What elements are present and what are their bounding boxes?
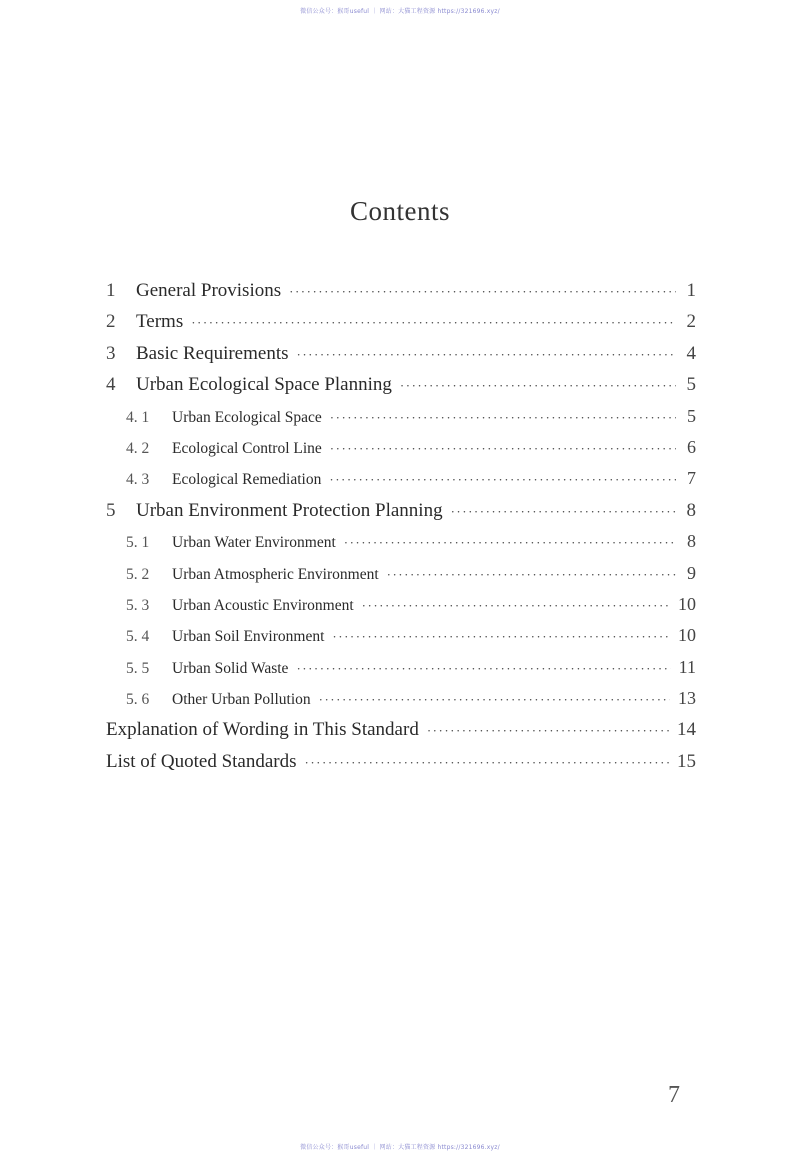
- toc-entry-page: 13: [678, 688, 696, 709]
- toc-entry-number: 5. 4: [126, 628, 150, 646]
- toc-entry-explanation-of-wording[interactable]: [106, 719, 696, 750]
- table-of-contents: [106, 280, 696, 782]
- toc-dot-leader: [297, 347, 677, 363]
- toc-entry-number: 4. 3: [126, 471, 150, 489]
- toc-entry-number: 4. 1: [126, 408, 150, 426]
- toc-entry-ecological-control-line[interactable]: [106, 437, 696, 468]
- toc-dot-leader: [362, 598, 670, 614]
- toc-entry-urban-atmospheric-environment[interactable]: [106, 563, 696, 594]
- toc-entry-label: General Provisions: [136, 280, 282, 301]
- toc-entry-page: 1: [686, 280, 696, 301]
- toc-entry-page: 8: [686, 499, 696, 521]
- toc-entry-urban-water-environment[interactable]: [106, 531, 696, 562]
- toc-dot-leader: [329, 472, 676, 488]
- toc-entry-label: Urban Atmospheric Environment: [172, 565, 379, 583]
- toc-entry-label: Urban Acoustic Environment: [172, 596, 354, 614]
- toc-dot-leader: [330, 441, 676, 457]
- toc-entry-page: 6: [687, 436, 696, 457]
- toc-entry-page: 4: [686, 342, 696, 364]
- toc-dot-leader: [289, 284, 676, 300]
- toc-dot-leader: [332, 629, 670, 645]
- toc-entry-page: 10: [678, 625, 696, 646]
- toc-entry-number: 5: [106, 499, 116, 521]
- toc-entry-page: 14: [677, 719, 696, 741]
- toc-entry-basic-requirements[interactable]: [106, 343, 696, 374]
- toc-entry-label: Ecological Control Line: [172, 439, 322, 457]
- toc-entry-general-provisions[interactable]: [106, 280, 696, 311]
- toc-entry-page: 5: [686, 374, 696, 396]
- toc-entry-urban-soil-environment[interactable]: [106, 625, 696, 656]
- toc-entry-label: Urban Environment Protection Planning: [136, 499, 443, 521]
- toc-dot-leader: [400, 378, 676, 394]
- toc-entry-number: 3: [106, 342, 116, 364]
- toc-dot-leader: [344, 535, 676, 551]
- toc-entry-label: Urban Ecological Space Planning: [136, 374, 392, 396]
- toc-entry-other-urban-pollution[interactable]: [106, 688, 696, 719]
- toc-entry-label: Basic Requirements: [136, 342, 289, 364]
- toc-dot-leader: [330, 410, 676, 426]
- watermark-bottom: 微信公众号：猴哥useful ｜ 网站：大猫工程资源 https://321696.xyz/: [300, 1144, 500, 1151]
- toc-dot-leader: [296, 661, 670, 677]
- toc-entry-urban-solid-waste[interactable]: [106, 657, 696, 688]
- toc-entry-page: 8: [687, 531, 696, 552]
- toc-entry-label: Terms: [136, 311, 184, 333]
- toc-entry-number: 5. 3: [126, 596, 150, 614]
- toc-dot-leader: [451, 504, 676, 520]
- watermark-top: 微信公众号：猴哥useful ｜ 网站：大猫工程资源 https://321696.xyz/: [300, 8, 500, 15]
- toc-entry-label: List of Quoted Standards: [106, 750, 297, 772]
- toc-entry-page: 11: [678, 656, 696, 677]
- toc-entry-page: 10: [678, 593, 696, 614]
- toc-dot-leader: [427, 723, 669, 739]
- toc-entry-page: 7: [687, 468, 696, 489]
- toc-entry-label: Urban Ecological Space: [172, 408, 322, 426]
- toc-entry-list-of-quoted-standards[interactable]: [106, 751, 696, 782]
- toc-entry-label: Explanation of Wording in This Standard: [106, 719, 419, 741]
- toc-entry-number: 5. 2: [126, 565, 150, 583]
- toc-entry-urban-environment-protection-planning[interactable]: [106, 500, 696, 531]
- toc-entry-number: 5. 5: [126, 659, 150, 677]
- toc-entry-label: Ecological Remediation: [172, 471, 322, 489]
- toc-entry-page: 5: [687, 405, 696, 426]
- toc-entry-urban-ecological-space[interactable]: [106, 406, 696, 437]
- toc-dot-leader: [319, 692, 670, 708]
- toc-entry-label: Urban Soil Environment: [172, 628, 325, 646]
- toc-entry-ecological-remediation[interactable]: [106, 468, 696, 499]
- toc-entry-label: Urban Water Environment: [172, 534, 336, 552]
- page-title: Contents: [349, 196, 450, 226]
- toc-entry-urban-acoustic-environment[interactable]: [106, 594, 696, 625]
- toc-entry-label: Other Urban Pollution: [172, 691, 311, 709]
- toc-dot-leader: [387, 567, 676, 583]
- toc-dot-leader: [191, 315, 676, 331]
- toc-entry-page: 2: [686, 311, 696, 333]
- toc-entry-number: 1: [106, 280, 116, 301]
- toc-entry-number: 4: [106, 374, 116, 396]
- toc-entry-page: 15: [677, 750, 696, 772]
- toc-entry-number: 5. 1: [126, 534, 150, 552]
- page-number: 7: [668, 1082, 680, 1108]
- toc-entry-number: 2: [106, 311, 116, 333]
- toc-entry-label: Urban Solid Waste: [172, 659, 289, 677]
- toc-entry-terms[interactable]: [106, 311, 696, 342]
- toc-entry-number: 5. 6: [126, 691, 150, 709]
- toc-entry-page: 9: [687, 562, 696, 583]
- toc-dot-leader: [305, 755, 669, 771]
- toc-entry-number: 4. 2: [126, 439, 150, 457]
- toc-entry-urban-ecological-space-planning[interactable]: [106, 374, 696, 405]
